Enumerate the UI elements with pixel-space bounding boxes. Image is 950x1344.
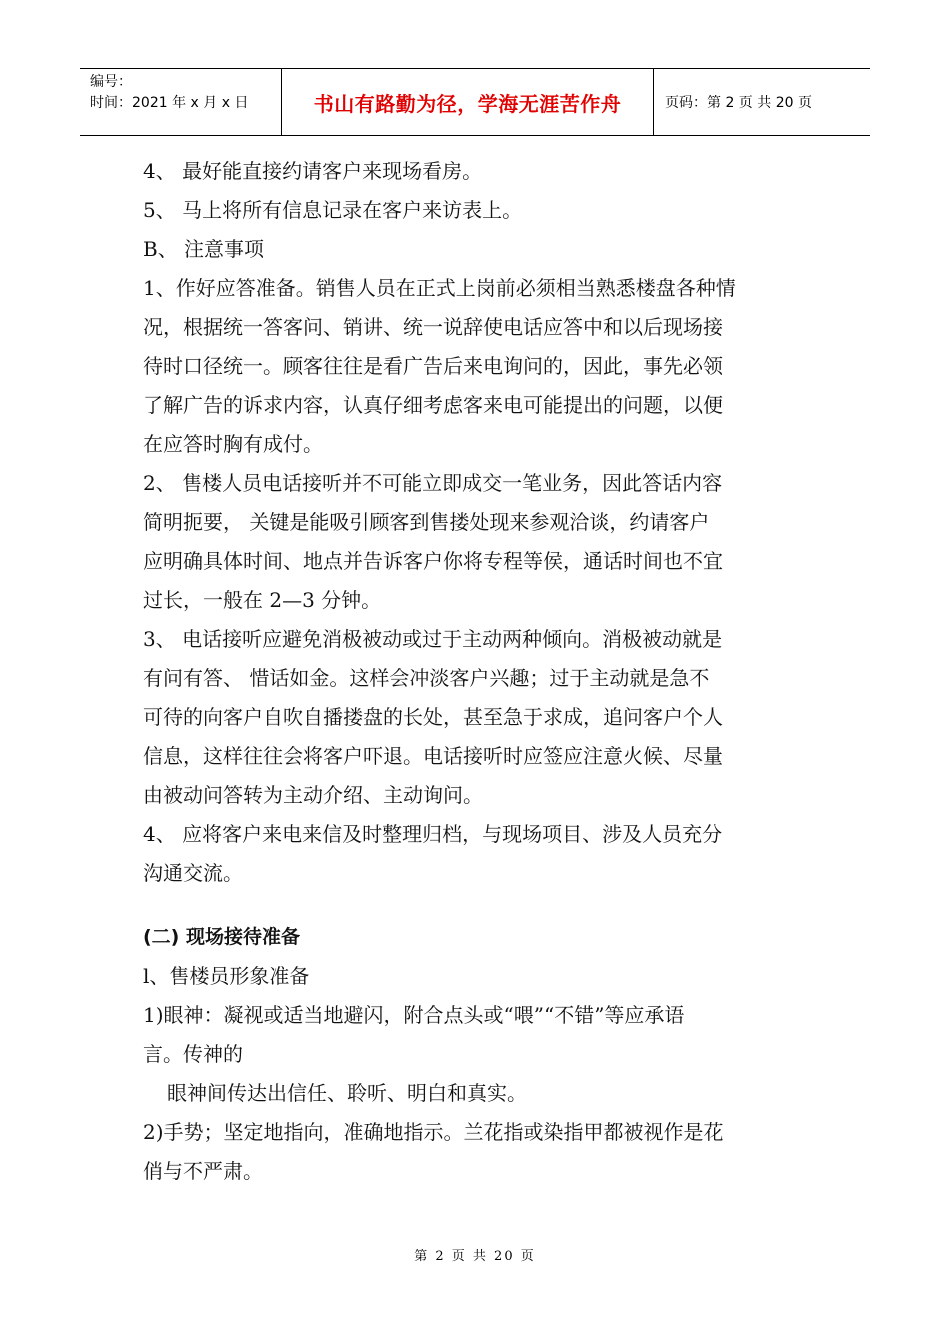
text-line: 1)眼神：凝视或适当地避闪，附合点头或“喂”“不错”等应承语 bbox=[143, 1003, 685, 1027]
text-line: 3、 电话接听应避免消极被动或过于主动两种倾向。消极被动就是 bbox=[143, 627, 723, 651]
header-motto: 书山有路勤为径，学海无涯苦作舟 bbox=[313, 91, 622, 116]
text-line: 有问有答、 惜话如金。这样会冲淡客户兴趣；过于主动就是急不 bbox=[143, 666, 710, 690]
section-heading: (二) 现场接待准备 bbox=[143, 926, 300, 948]
text-line: 应明确具体时间、地点并告诉客户你将专程等侯，通话时间也不宜 bbox=[143, 549, 723, 573]
header-page-cell bbox=[654, 69, 870, 135]
text-line: 1、作好应答准备。销售人员在正式上岗前必须相当熟悉楼盘各种情 bbox=[143, 276, 736, 300]
text-line: 简明扼要， 关键是能吸引顾客到售搂处现来参观洽谈，约请客户 bbox=[143, 510, 710, 534]
text-line: l、售楼员形象准备 bbox=[143, 964, 310, 988]
text-line: 信息，这样往往会将客户吓退。电话接听时应签应注意火候、尽量 bbox=[143, 744, 723, 768]
text-line: 4、 应将客户来电来信及时整理归档，与现场项目、涉及人员充分 bbox=[143, 822, 723, 846]
text-line: 由被动问答转为主动介绍、主动询问。 bbox=[143, 783, 483, 807]
text-line: 2、 售楼人员电话接听并不可能立即成交一笔业务，因此答话内容 bbox=[143, 471, 723, 495]
text-line: B、 注意事项 bbox=[143, 237, 265, 261]
header-motto-cell bbox=[282, 69, 654, 135]
text-line: 了解广告的诉求内容，认真仔细考虑客来电可能提出的问题，以便 bbox=[143, 393, 723, 417]
header-page-number: 页码：第 2 页 共 20 页 bbox=[665, 95, 812, 111]
text-line: 可待的向客户自吹自播搂盘的长处，甚至急于求成，追问客户个人 bbox=[143, 705, 723, 729]
text-line: 待时口径统一。顾客往往是看广告后来电询问的，因此，事先必领 bbox=[143, 354, 723, 378]
document-body bbox=[143, 152, 809, 1191]
document-date: 时间：2021 年 x 月 x 日 bbox=[90, 95, 249, 111]
text-line: 过长，一般在 2—3 分钟。 bbox=[143, 588, 382, 612]
page-footer: 第 2 页 共 20 页 bbox=[414, 1249, 536, 1264]
text-line: 4、 最好能直接约请客户来现场看房。 bbox=[143, 159, 483, 183]
text-line: 俏与不严肃。 bbox=[143, 1159, 263, 1183]
text-line: 2)手势；坚定地指向，准确地指示。兰花指或染指甲都被视作是花 bbox=[143, 1120, 724, 1144]
text-line: 眼神间传达出信任、聆听、明白和真实。 bbox=[167, 1081, 527, 1105]
page-header bbox=[80, 68, 870, 136]
text-line: 况，根据统一答客问、销讲、统一说辞使电话应答中和以后现场接 bbox=[143, 315, 723, 339]
header-meta bbox=[80, 69, 282, 135]
text-line: 言。传神的 bbox=[143, 1042, 243, 1066]
document-number: 编号： bbox=[90, 74, 132, 90]
text-line: 沟通交流。 bbox=[143, 861, 243, 885]
text-line: 5、 马上将所有信息记录在客户来访表上。 bbox=[143, 198, 523, 222]
text-line: 在应答时胸有成付。 bbox=[143, 432, 323, 456]
